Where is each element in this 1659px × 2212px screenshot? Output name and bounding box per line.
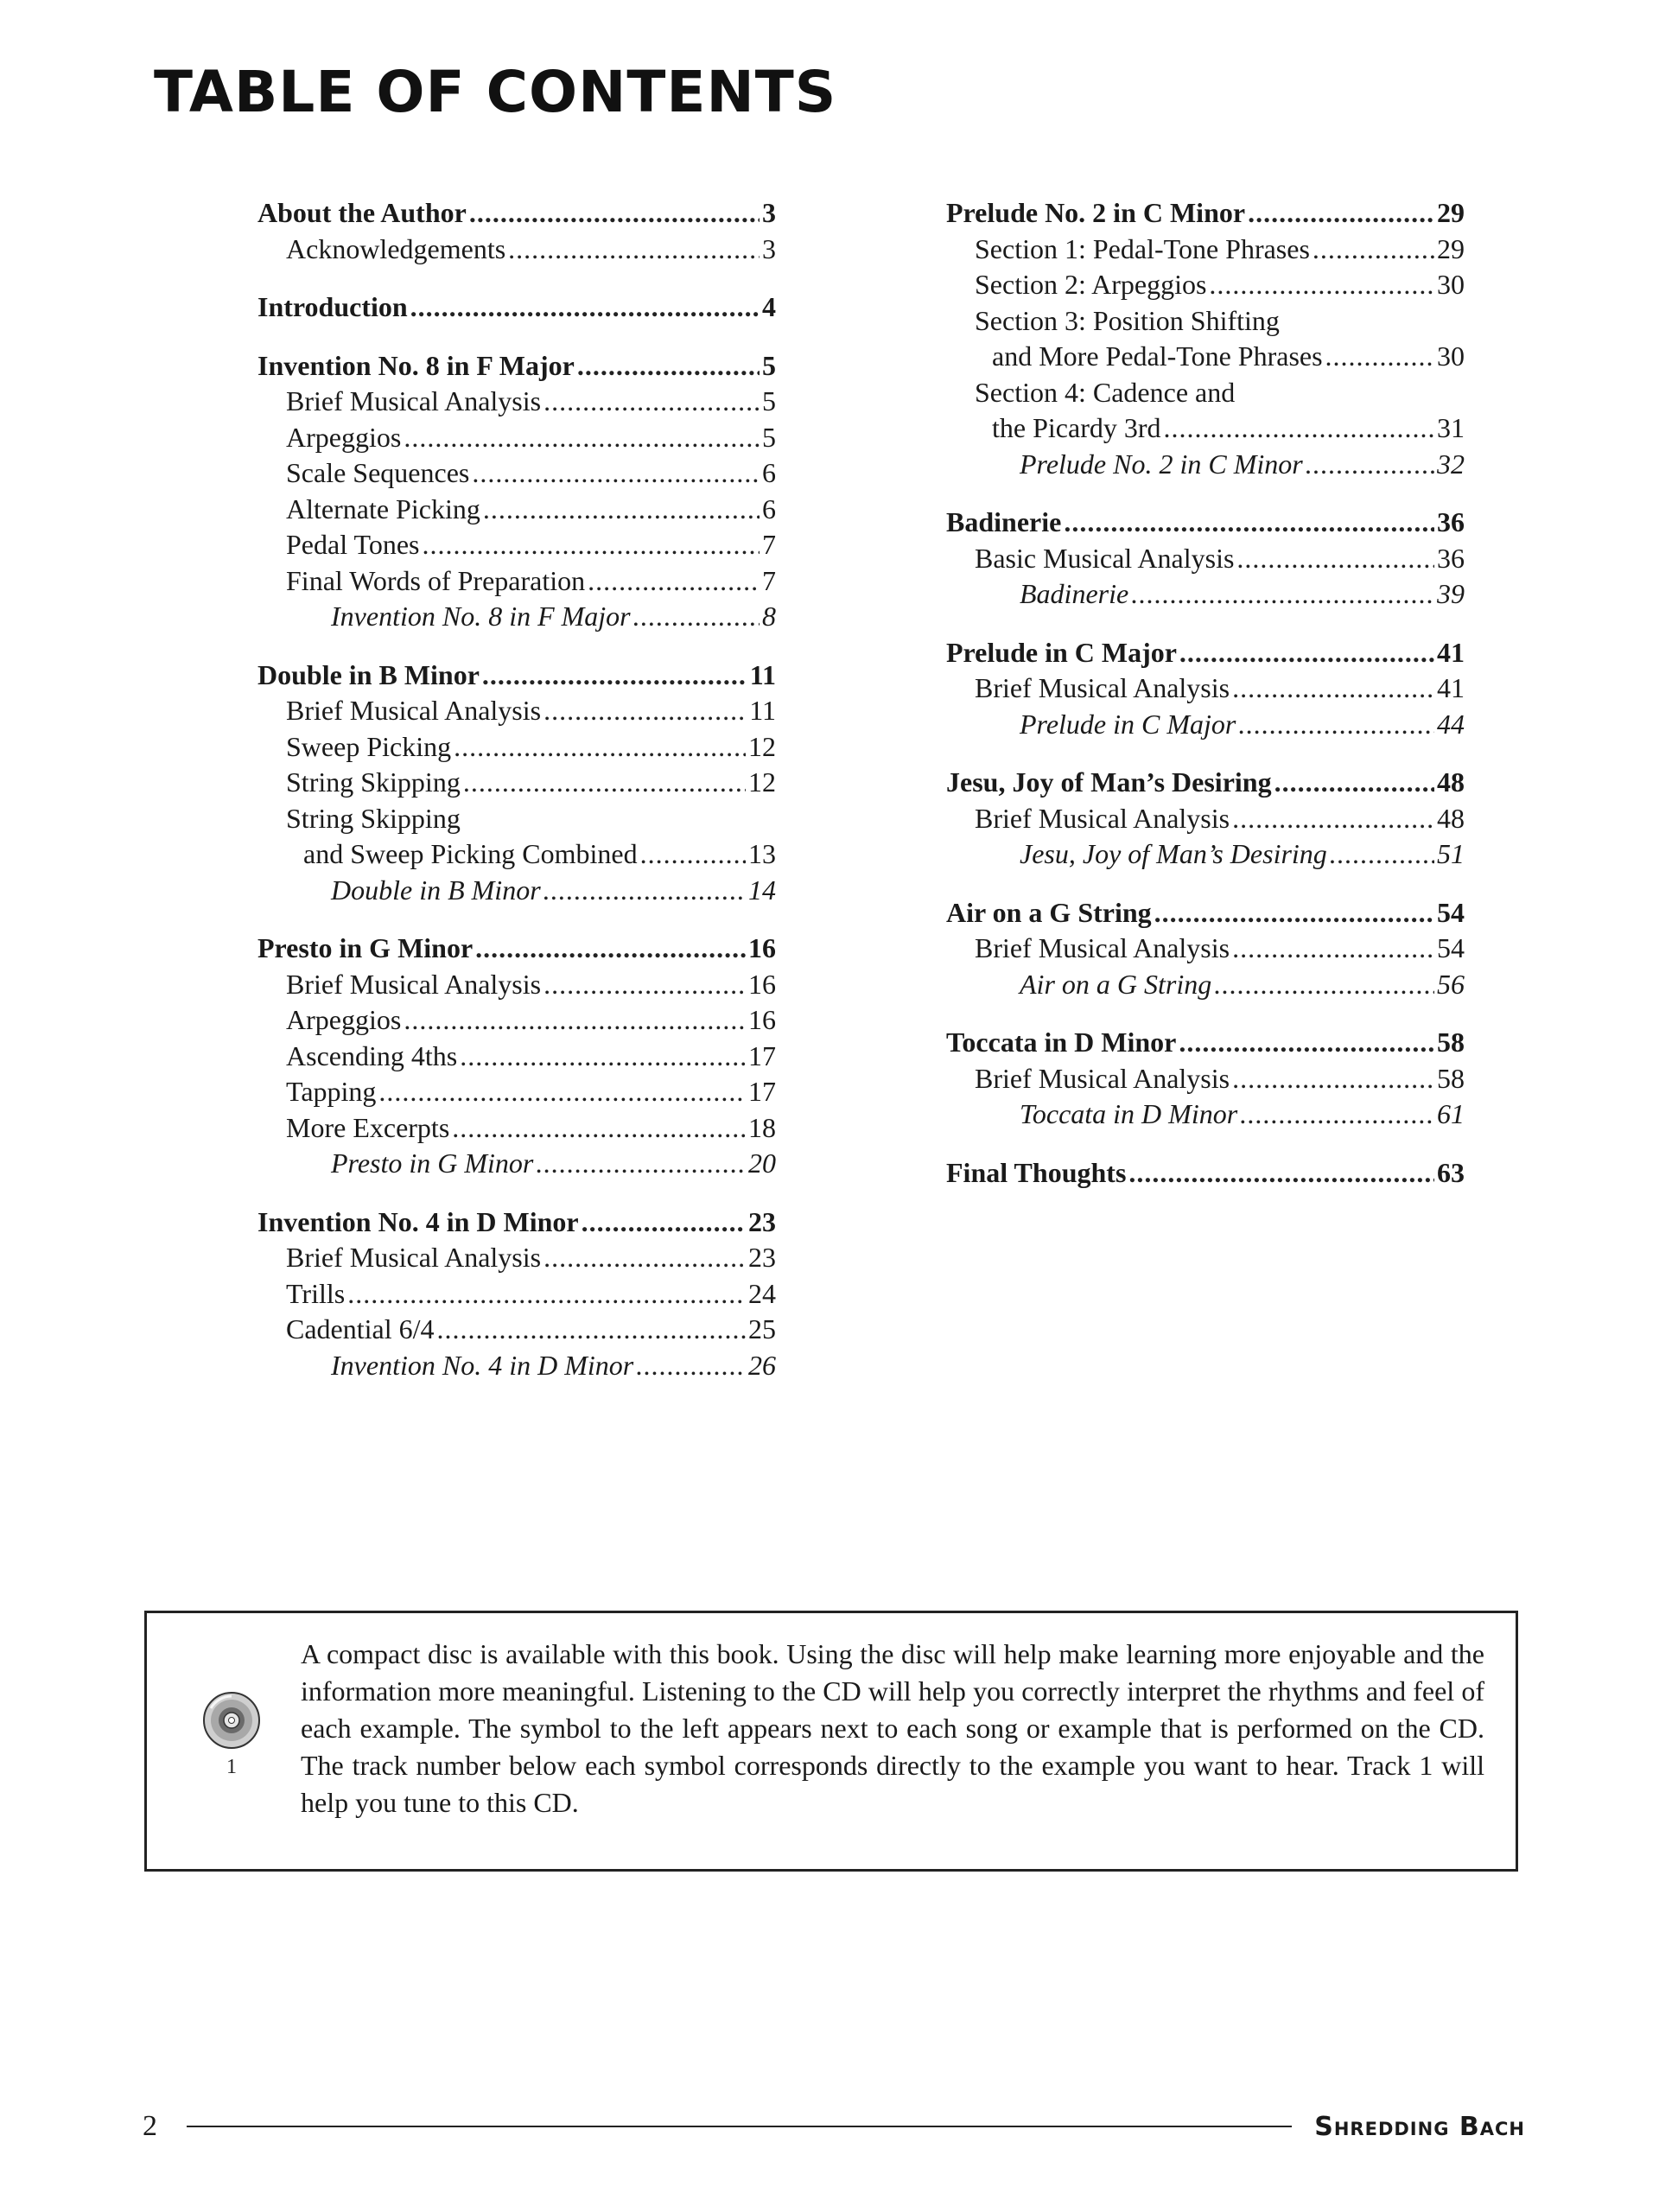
dot-leader xyxy=(1128,1155,1434,1192)
dot-leader xyxy=(1248,195,1434,232)
toc-page-number: 23 xyxy=(748,1205,776,1237)
dot-leader xyxy=(508,232,760,268)
toc-page-number: 61 xyxy=(1437,1098,1465,1129)
toc-chapter[interactable] xyxy=(946,195,1465,232)
dot-leader xyxy=(437,1312,746,1348)
toc-page-number: 16 xyxy=(748,1004,776,1035)
toc-entry-title: Brief Musical Analysis xyxy=(975,802,1230,834)
toc-subsection[interactable] xyxy=(946,671,1465,707)
toc-section xyxy=(946,1155,1465,1192)
dot-leader xyxy=(1236,541,1434,577)
toc-subsection[interactable] xyxy=(257,1276,776,1313)
toc-piece[interactable] xyxy=(946,836,1465,873)
dot-leader xyxy=(463,765,746,801)
dot-leader xyxy=(543,873,746,909)
toc-page-number: 39 xyxy=(1437,578,1465,609)
dot-leader xyxy=(1232,801,1434,837)
toc-subsection[interactable] xyxy=(946,541,1465,577)
toc-subsection[interactable] xyxy=(946,232,1465,268)
toc-piece[interactable] xyxy=(946,576,1465,613)
toc-page-number: 30 xyxy=(1437,340,1465,372)
toc-piece[interactable] xyxy=(946,967,1465,1003)
dot-leader xyxy=(454,729,746,766)
toc-entry-title: Prelude No. 2 in C Minor xyxy=(946,197,1246,228)
toc-column-left xyxy=(257,195,776,1406)
dot-leader xyxy=(1232,671,1434,707)
toc-page-number: 29 xyxy=(1437,197,1465,228)
dot-leader xyxy=(404,420,760,456)
dot-leader xyxy=(543,384,760,420)
toc-entry-title: Air on a G String xyxy=(946,896,1152,928)
toc-chapter[interactable] xyxy=(257,658,776,694)
toc-page-number: 24 xyxy=(748,1277,776,1309)
book-title: Shredding Bach xyxy=(1314,2111,1525,2142)
toc-entry-title: Brief Musical Analysis xyxy=(975,672,1230,703)
toc-entry-title: Invention No. 8 in F Major xyxy=(257,349,575,381)
toc-subsection[interactable] xyxy=(257,527,776,563)
dot-leader xyxy=(404,1002,746,1039)
page-number: 2 xyxy=(143,2110,157,2142)
dot-leader xyxy=(1164,410,1435,447)
toc-entry-title: Cadential 6/4 xyxy=(286,1313,435,1344)
dot-leader xyxy=(1232,1061,1434,1097)
dot-leader xyxy=(577,348,760,385)
toc-entry-title: Section 3: Position Shifting xyxy=(975,304,1280,336)
toc-chapter[interactable] xyxy=(257,931,776,967)
dot-leader xyxy=(582,1205,746,1241)
toc-page-number: 12 xyxy=(748,766,776,798)
toc-entry-title: Presto in G Minor xyxy=(331,1147,534,1179)
dot-leader xyxy=(1064,505,1434,541)
toc-chapter[interactable] xyxy=(946,635,1465,671)
toc-entry-title: Final Words of Preparation xyxy=(286,564,586,596)
dot-leader xyxy=(378,1074,746,1110)
toc-entry-title: Section 1: Pedal-Tone Phrases xyxy=(975,232,1310,264)
toc-page-number: 5 xyxy=(762,421,776,453)
toc-entry-title: Acknowledgements xyxy=(286,232,506,264)
toc-section xyxy=(946,635,1465,743)
dot-leader xyxy=(536,1146,746,1182)
dot-leader xyxy=(636,1348,746,1384)
toc-subsection[interactable] xyxy=(257,384,776,420)
toc-entry-title: About the Author xyxy=(257,197,467,228)
toc-page-number: 13 xyxy=(748,838,776,869)
toc-entry-title: Introduction xyxy=(257,291,408,322)
dot-leader xyxy=(483,492,760,528)
toc-section xyxy=(257,1205,776,1384)
page-title: TABLE OF CONTENTS xyxy=(154,59,837,125)
toc-page-number: 41 xyxy=(1437,636,1465,668)
toc-section xyxy=(257,289,776,326)
toc-page-number: 56 xyxy=(1437,968,1465,1000)
toc-entry-title: Brief Musical Analysis xyxy=(286,968,542,1000)
toc-page-number: 25 xyxy=(748,1313,776,1344)
toc-page-number: 36 xyxy=(1437,506,1465,537)
toc-piece[interactable] xyxy=(257,1348,776,1384)
toc-page-number: 32 xyxy=(1437,448,1465,480)
toc-entry-title: Invention No. 4 in D Minor xyxy=(331,1349,634,1381)
toc-entry-title: Basic Musical Analysis xyxy=(975,542,1235,574)
cd-notice-text: A compact disc is available with this book. Using the disc will help make learning more enjoyable and the information more meaningful. Listening to the CD will help you correctly interpret the rhythms and feel of each example. The symbol to the left appears next to each song or example that is performed on the CD. The track number below each symbol corresponds directly to the example you want to hear. Track 1 will help you tune to this CD. xyxy=(301,1638,1484,1818)
dot-leader xyxy=(469,195,760,232)
toc-page-number: 3 xyxy=(762,197,776,228)
toc-chapter[interactable] xyxy=(257,195,776,232)
toc-entry-title: Badinerie xyxy=(1020,578,1129,609)
toc-piece[interactable] xyxy=(257,599,776,635)
toc-page-number: 3 xyxy=(762,232,776,264)
dot-leader xyxy=(633,599,760,635)
dot-leader xyxy=(1240,1096,1434,1133)
toc-entry-title: Brief Musical Analysis xyxy=(975,1062,1230,1094)
toc-piece[interactable] xyxy=(257,873,776,909)
cd-notice-box xyxy=(144,1611,1518,1872)
toc-subsection[interactable] xyxy=(946,801,1465,837)
toc-section xyxy=(257,195,776,267)
toc-subsection[interactable] xyxy=(257,1312,776,1348)
toc-subsection[interactable] xyxy=(257,967,776,1003)
toc-entry-title: Brief Musical Analysis xyxy=(286,385,542,416)
compact-disc-icon xyxy=(197,1689,266,1776)
dot-leader xyxy=(1154,895,1434,931)
toc-subsection[interactable] xyxy=(257,563,776,600)
toc-subsection[interactable] xyxy=(257,232,776,268)
toc-page-number: 41 xyxy=(1437,672,1465,703)
toc-subsection[interactable] xyxy=(257,765,776,801)
toc-entry-title: Final Thoughts xyxy=(946,1156,1127,1188)
toc-section xyxy=(257,931,776,1182)
toc-column-right xyxy=(946,195,1465,1213)
dot-leader xyxy=(460,1039,746,1075)
dot-leader xyxy=(422,527,760,563)
dot-leader xyxy=(1330,836,1434,873)
toc-entry-title: Invention No. 4 in D Minor xyxy=(257,1205,579,1237)
toc-chapter[interactable] xyxy=(946,895,1465,931)
toc-page-number: 16 xyxy=(748,932,776,963)
toc-section xyxy=(946,895,1465,1003)
dot-leader xyxy=(1313,232,1434,268)
dot-leader xyxy=(1179,635,1434,671)
toc-page-number: 5 xyxy=(762,385,776,416)
toc-page-number: 20 xyxy=(748,1147,776,1179)
toc-page-number: 11 xyxy=(749,695,776,726)
toc-entry-title: String Skipping xyxy=(286,802,461,834)
toc-page-number: 12 xyxy=(748,730,776,762)
toc-entry-title: Air on a G String xyxy=(1020,968,1212,1000)
toc-subsection[interactable] xyxy=(257,455,776,492)
toc-page-number: 31 xyxy=(1437,412,1465,443)
cd-track-number: 1 xyxy=(226,1756,237,1776)
toc-entry-title: Toccata in D Minor xyxy=(1020,1098,1238,1129)
page-footer xyxy=(143,2105,1525,2148)
dot-leader xyxy=(1325,339,1434,375)
toc-chapter[interactable] xyxy=(946,505,1465,541)
toc-subsection[interactable] xyxy=(257,801,776,873)
toc-subsection[interactable] xyxy=(257,1110,776,1147)
toc-subsection[interactable] xyxy=(257,420,776,456)
toc-subsection[interactable] xyxy=(946,303,1465,375)
toc-subsection[interactable] xyxy=(946,1061,1465,1097)
toc-section xyxy=(946,505,1465,613)
toc-entry-title-continued: and Sweep Picking Combined xyxy=(303,838,638,869)
dot-leader xyxy=(640,836,746,873)
toc-page-number: 7 xyxy=(762,564,776,596)
toc-entry-title: Pedal Tones xyxy=(286,529,420,560)
toc-page-number: 5 xyxy=(762,349,776,381)
toc-page-number: 23 xyxy=(748,1242,776,1273)
dot-leader xyxy=(1131,576,1434,613)
toc-subsection[interactable] xyxy=(946,931,1465,967)
dot-leader xyxy=(543,1240,746,1276)
toc-entry-title: Trills xyxy=(286,1277,346,1309)
toc-entry-title: Tapping xyxy=(286,1076,377,1107)
dot-leader xyxy=(472,455,760,492)
toc-entry-title: Sweep Picking xyxy=(286,730,452,762)
dot-leader xyxy=(1274,765,1434,801)
toc-piece[interactable] xyxy=(257,1146,776,1182)
toc-page-number: 54 xyxy=(1437,932,1465,963)
dot-leader xyxy=(1209,267,1434,303)
toc-entry-title: Section 4: Cadence and xyxy=(975,376,1236,408)
toc-subsection[interactable] xyxy=(257,1039,776,1075)
toc-entry-title: Brief Musical Analysis xyxy=(975,932,1230,963)
toc-entry-title: Alternate Picking xyxy=(286,493,480,524)
toc-subsection[interactable] xyxy=(946,267,1465,303)
toc-page-number: 17 xyxy=(748,1076,776,1107)
dot-leader xyxy=(1179,1025,1434,1061)
toc-entry-title: Section 2: Arpeggios xyxy=(975,269,1207,300)
toc-page-number: 17 xyxy=(748,1039,776,1071)
toc-piece[interactable] xyxy=(946,1096,1465,1133)
toc-chapter[interactable] xyxy=(946,1155,1465,1192)
toc-chapter[interactable] xyxy=(946,1025,1465,1061)
dot-leader xyxy=(452,1110,746,1147)
toc-page-number: 14 xyxy=(748,874,776,906)
toc-entry-title: More Excerpts xyxy=(286,1111,450,1143)
toc-entry-title: Arpeggios xyxy=(286,1004,402,1035)
toc-page-number: 63 xyxy=(1437,1156,1465,1188)
toc-page-number: 58 xyxy=(1437,1027,1465,1058)
toc-page-number: 6 xyxy=(762,457,776,488)
toc-entry-title: String Skipping xyxy=(286,766,461,798)
toc-entry-title-continued: the Picardy 3rd xyxy=(992,412,1161,443)
toc-entry-title: Toccata in D Minor xyxy=(946,1027,1177,1058)
toc-section xyxy=(946,765,1465,873)
toc-entry-title: Brief Musical Analysis xyxy=(286,1242,542,1273)
toc-page-number: 30 xyxy=(1437,269,1465,300)
toc-piece[interactable] xyxy=(946,707,1465,743)
toc-section xyxy=(257,348,776,635)
toc-entry-title-continued: and More Pedal-Tone Phrases xyxy=(992,340,1323,372)
toc-page-number: 8 xyxy=(762,601,776,632)
toc-page-number: 26 xyxy=(748,1349,776,1381)
toc-entry-title: Jesu, Joy of Man’s Desiring xyxy=(946,766,1272,798)
toc-page-number: 54 xyxy=(1437,896,1465,928)
toc-page-number: 6 xyxy=(762,493,776,524)
dot-leader xyxy=(543,693,747,729)
toc-entry-title: Arpeggios xyxy=(286,421,402,453)
dot-leader xyxy=(588,563,760,600)
toc-entry-title: Prelude in C Major xyxy=(946,636,1177,668)
toc-subsection[interactable] xyxy=(257,729,776,766)
toc-subsection[interactable] xyxy=(257,1074,776,1110)
dot-leader xyxy=(347,1276,746,1313)
toc-entry-title: Prelude No. 2 in C Minor xyxy=(1020,448,1303,480)
toc-page-number: 16 xyxy=(748,968,776,1000)
dot-leader xyxy=(482,658,747,694)
toc-page-number: 51 xyxy=(1437,838,1465,869)
toc-entry-title: Invention No. 8 in F Major xyxy=(331,601,631,632)
toc-entry-title: Presto in G Minor xyxy=(257,932,474,963)
toc-entry-title: Prelude in C Major xyxy=(1020,708,1236,740)
toc-page-number: 36 xyxy=(1437,542,1465,574)
toc-page-number: 18 xyxy=(748,1111,776,1143)
toc-entry-title: Brief Musical Analysis xyxy=(286,695,542,726)
toc-page-number: 7 xyxy=(762,529,776,560)
toc-chapter[interactable] xyxy=(257,289,776,326)
toc-entry-title: Scale Sequences xyxy=(286,457,470,488)
toc-chapter[interactable] xyxy=(257,348,776,385)
dot-leader xyxy=(475,931,746,967)
toc-page-number: 11 xyxy=(749,658,776,690)
dot-leader xyxy=(1238,707,1434,743)
toc-section xyxy=(946,1025,1465,1133)
toc-entry-title: Double in B Minor xyxy=(331,874,541,906)
toc-subsection[interactable] xyxy=(257,1002,776,1039)
toc-page-number: 48 xyxy=(1437,802,1465,834)
toc-entry-title: Ascending 4ths xyxy=(286,1039,458,1071)
toc-subsection[interactable] xyxy=(946,375,1465,447)
dot-leader xyxy=(1306,447,1434,483)
toc-page-number: 58 xyxy=(1437,1062,1465,1094)
toc-page-number: 4 xyxy=(762,291,776,322)
toc-subsection[interactable] xyxy=(257,1240,776,1276)
dot-leader xyxy=(1214,967,1434,1003)
footer-rule xyxy=(187,2126,1292,2127)
toc-page-number: 48 xyxy=(1437,766,1465,798)
dot-leader xyxy=(1232,931,1434,967)
dot-leader xyxy=(543,967,746,1003)
toc-subsection[interactable] xyxy=(257,492,776,528)
toc-section xyxy=(257,658,776,909)
toc-entry-title: Badinerie xyxy=(946,506,1062,537)
toc-chapter[interactable] xyxy=(257,1205,776,1241)
toc-entry-title: Double in B Minor xyxy=(257,658,480,690)
toc-section xyxy=(946,195,1465,482)
toc-chapter[interactable] xyxy=(946,765,1465,801)
toc-page-number: 29 xyxy=(1437,232,1465,264)
toc-piece[interactable] xyxy=(946,447,1465,483)
toc-subsection[interactable] xyxy=(257,693,776,729)
toc-page-number: 44 xyxy=(1437,708,1465,740)
toc-entry-title: Jesu, Joy of Man’s Desiring xyxy=(1020,838,1327,869)
dot-leader xyxy=(410,289,760,326)
